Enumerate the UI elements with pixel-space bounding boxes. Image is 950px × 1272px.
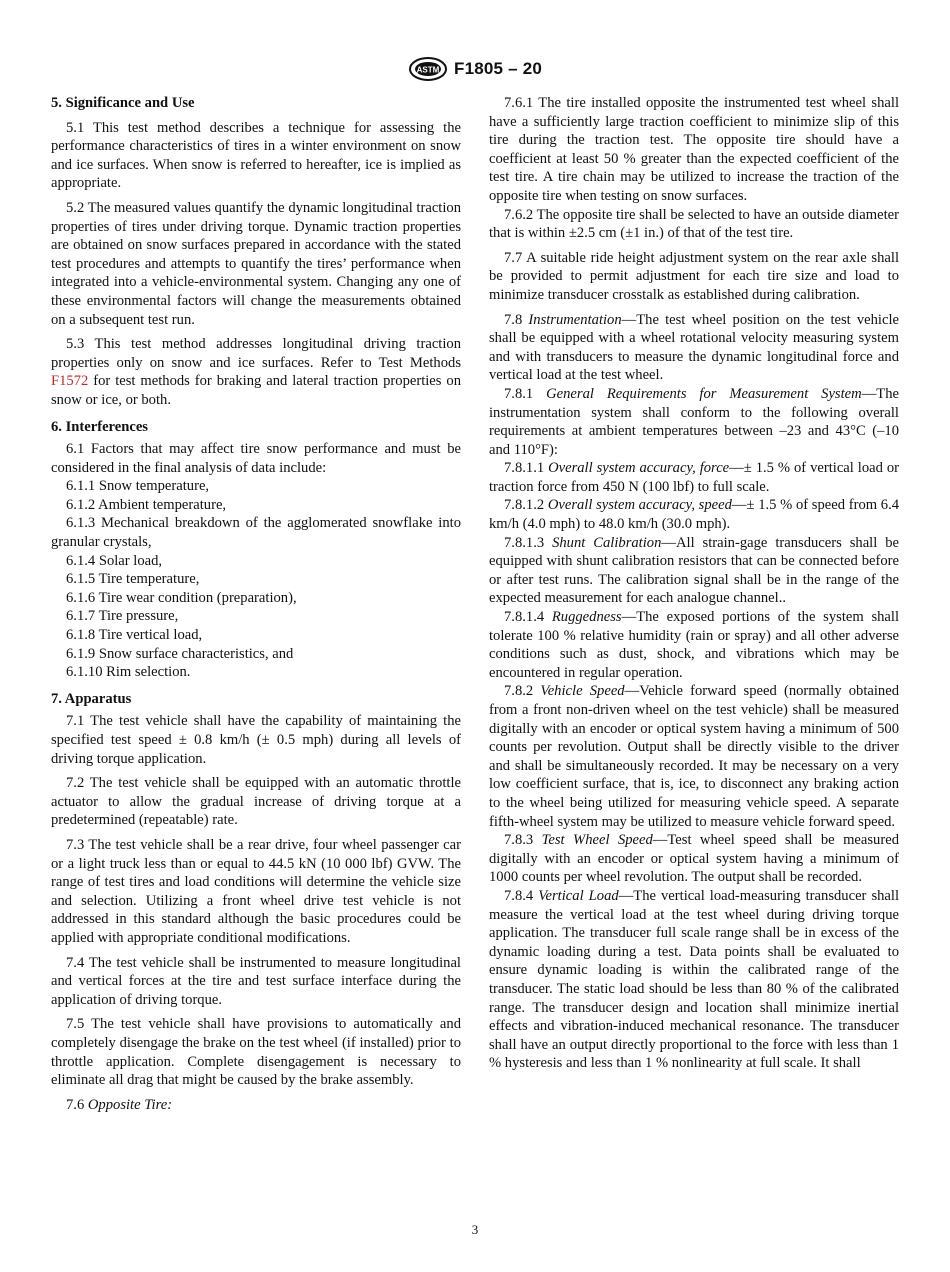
para-7-2: 7.2 The test vehicle shall be equipped with an automatic throttle actuator to allow the gradual increase of driving torque at a predetermined (repeatable) rate. <box>51 775 461 829</box>
para-7-8-2: 7.8.2 Vehicle Speed—Vehicle forward speed (normally obtained from a front non-driven wheel on the test vehicle) shall be measured digitally with an encoder or optical system having a minimum of 500 counts per revolution. Output shall be directly visible to the driver and shall be simultaneously recorded. It may be necessary on a very low coefficient surface, that is, ice, to disconnect any braking action to the wheel being utilized for measuring vehicle speed. A separate fifth-wheel system may be utilized to measure vehicle forward speed. <box>489 683 899 830</box>
para-6-1-6: 6.1.6 Tire wear condition (preparation), <box>66 589 297 606</box>
para-5-2: 5.2 The measured values quantify the dynamic longitudinal traction properties of tires under driving torque. Dynamic traction properties are obtained on snow surfaces prepared in accordance with the stated test procedures and attempts to quantify the tires’ performance when integrated into a vehicle-environmental system. Changing any one of these environmental factors will change the measurements obtained on a subsequent test run. <box>51 199 461 328</box>
para-6-1-3: 6.1.3 Mechanical breakdown of the agglomerated snowflake into granular crystals, <box>51 515 461 551</box>
para-7-8-1-2: 7.8.1.2 Overall system accuracy, speed—± 1.5 % of speed from 6.4 km/h (4.0 mph) to 48.0 km/h (30.0 mph). <box>489 497 900 533</box>
section-6-heading: 6. Interferences <box>51 418 148 435</box>
para-7-8-1: 7.8.1 General Requirements for Measurement System—The instrumentation system shall conform to the following overall requirements at ambient temperatures between –23 and 43°C (–10 and 110°F): <box>489 385 899 458</box>
para-7-6: 7.6 Opposite Tire: <box>66 1096 173 1113</box>
para-7-8-1-1: 7.8.1.1 Overall system accuracy, force—± 1.5 % of vertical load or traction force from 450 N (100 lbf) to full scale. <box>489 460 899 495</box>
document-designation: F1805 – 20 <box>453 59 542 78</box>
right-column <box>489 94 899 1073</box>
para-7-7: 7.7 A suitable ride height adjustment system on the rear axle shall be provided to permit adjustment for each tire size and load to minimize transducer crosstalk as established during calibration. <box>489 249 899 303</box>
para-6-1-1: 6.1.1 Snow temperature, <box>66 478 210 495</box>
para-5-3: 5.3 This test method addresses longitudinal driving traction properties only on snow and ice surfaces. Refer to Test Methods F1572 for test methods for braking and lateral traction properties on snow or ice, or both. <box>51 336 461 408</box>
astm-logo-icon <box>408 56 448 82</box>
para-7-1: 7.1 The test vehicle shall have the capability of maintaining the specified test speed ± 0.8 km/h (± 0.5 mph) during all levels of driving torque application. <box>51 713 461 767</box>
para-6-1-4: 6.1.4 Solar load, <box>66 552 163 569</box>
para-7-8-3: 7.8.3 Test Wheel Speed—Test wheel speed shall be measured digitally with an encoder or optical system having a minimum of 1000 counts per wheel revolution. The output shall be recorded. <box>489 832 899 886</box>
page-header <box>0 56 950 82</box>
para-6-1: 6.1 Factors that may affect tire snow performance and must be considered in the final analysis of data include: <box>51 441 461 476</box>
para-6-1-8: 6.1.8 Tire vertical load, <box>66 627 203 644</box>
para-7-6-2: 7.6.2 The opposite tire shall be selected to have an outside diameter that is within ±2.5 cm (±1 in.) of that of the test tire. <box>489 206 899 242</box>
para-7-8: 7.8 Instrumentation—The test wheel position on the test vehicle shall be equipped with a wheel rotational velocity measuring system and with transducers to measure the dynamic longitudinal force and vertical load at the test wheel. <box>489 311 899 384</box>
para-5-1: 5.1 This test method describes a technique for assessing the performance characteristics of tires in a winter environment on snow and ice surfaces. When snow is referred to hereafter, ice is implied as appropriate. <box>51 119 461 192</box>
para-7-8-1-4: 7.8.1.4 Ruggedness—The exposed portions of the system shall tolerate 100 % relative humidity (rain or spray) and all other adverse conditions such as dust, shock, and vibrations which may be encountered in regular operation. <box>489 609 900 681</box>
para-6-1-9: 6.1.9 Snow surface characteristics, and <box>66 645 294 662</box>
left-column <box>51 94 461 1114</box>
para-7-8-4: 7.8.4 Vertical Load—The vertical load-measuring transducer shall measure the vertical load at the test wheel during driving torque application. The transducer full scale range shall be in excess of the dynamic loading during a test. Data points shall be evaluated to ensure dynamic loading is within the calibrated range of the transducer. The static load should be less than 80 % of the calibrated range. The transducer design and location shall minimize inertial effects and vibration-induced mechanical resonance. The transducer shall have an output directly proportional to the force with less than 1 % hysteresis and less than 1 % nonlinearity at full scale. It shall <box>489 887 900 1072</box>
page-number: 3 <box>471 1222 479 1237</box>
para-6-1-10: 6.1.10 Rim selection. <box>66 664 191 681</box>
svg-text:ASTM: ASTM <box>416 65 440 75</box>
section-5-heading: 5. Significance and Use <box>51 95 195 111</box>
section-7-heading: 7. Apparatus <box>51 690 132 707</box>
para-7-4: 7.4 The test vehicle shall be instrumented to measure longitudinal and vertical forces at the tire and test surface interface during the application of driving torque. <box>51 954 461 1008</box>
para-7-3: 7.3 The test vehicle shall be a rear drive, four wheel passenger car or a light truck less than or equal to 44.5 kN (10 000 lbf) GVW. The range of test tires and load conditions will determine the vehicle size and selection. Utilizing a front wheel drive test vehicle is not addressed in this standard although the basic procedures could be applied with appropriate conditional modifications. <box>51 836 461 946</box>
para-6-1-2: 6.1.2 Ambient temperature, <box>66 496 227 513</box>
para-6-1-5: 6.1.5 Tire temperature, <box>66 571 200 588</box>
ref-link-f1572[interactable]: F1572 <box>51 373 89 390</box>
para-7-6-1: 7.6.1 The tire installed opposite the instrumented test wheel shall have a sufficiently large traction coefficient to minimize slip of this tire during the traction test. The opposite tire should have a coefficient at least 50 % greater than the expected coefficient of the test tire. A tire chain may be utilized to increase the traction of the opposite tire when testing on snow surfaces. <box>489 95 899 204</box>
para-6-1-7: 6.1.7 Tire pressure, <box>66 608 179 625</box>
para-7-8-1-3: 7.8.1.3 Shunt Calibration—All strain-gage transducers shall be equipped with shunt calibration resistors that can be connected before or after test runs. The calibration signal shall be in the range of the expected measurement for each analogue channel.. <box>489 534 899 607</box>
para-7-5: 7.5 The test vehicle shall have provisions to automatically and completely disengage the brake on the test wheel (if installed) prior to throttle application. Complete disengagement is necessary to eliminate all drag that might be caused by the brake assembly. <box>51 1016 461 1089</box>
